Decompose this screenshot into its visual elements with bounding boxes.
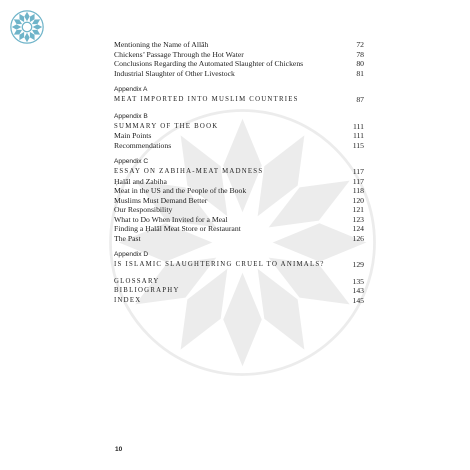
- toc-entry-page: 118: [352, 186, 364, 195]
- appendix-a-heading[interactable]: [114, 95, 364, 105]
- toc-entry-bibliography[interactable]: [114, 286, 364, 296]
- toc-entry-title: Recommendations: [114, 140, 172, 150]
- toc-entry-page: 81: [356, 68, 364, 78]
- toc-entry-title: What to Do When Invited for a Meal: [114, 214, 228, 224]
- toc-entry-title: Muslims Must Demand Better: [114, 195, 208, 205]
- toc-entry-title: MEAT IMPORTED INTO MUSLIM COUNTRIES: [114, 96, 299, 103]
- toc-entry-title: Conclusions Regarding the Automated Slaughter of Chickens: [114, 59, 304, 68]
- toc-entry-page: 115: [352, 140, 364, 150]
- toc-entry-page: 111: [353, 131, 364, 140]
- toc-entry[interactable]: [114, 40, 364, 50]
- appendix-b-heading[interactable]: [114, 122, 364, 132]
- toc-entry-glossary[interactable]: [114, 277, 364, 287]
- toc-entry-index[interactable]: [114, 296, 364, 306]
- toc-entry-title: Meat in the US and the People of the Book: [114, 186, 247, 195]
- toc-entry-page: 117: [352, 167, 364, 176]
- toc-entry-page: 111: [353, 121, 364, 131]
- appendix-c-heading[interactable]: [114, 167, 364, 177]
- toc-entry[interactable]: [114, 234, 364, 244]
- page-number: 10: [115, 446, 123, 453]
- toc-entry-page: 135: [352, 276, 364, 286]
- appendix-c-label: Appendix C: [114, 158, 149, 165]
- toc-entry-page: 120: [352, 195, 364, 205]
- toc-entry[interactable]: [114, 59, 364, 69]
- toc-entry-title: SUMMARY OF THE BOOK: [114, 122, 219, 130]
- toc-entry-title: Industrial Slaughter of Other Livestock: [114, 68, 235, 78]
- toc-entry-page: 78: [356, 49, 364, 59]
- toc-entry-page: 145: [352, 295, 364, 305]
- toc-entry-title: GLOSSARY: [114, 277, 160, 285]
- toc-entry[interactable]: [114, 186, 364, 196]
- toc-entry[interactable]: [114, 50, 364, 60]
- toc-entry-title: INDEX: [114, 296, 142, 304]
- toc-entry[interactable]: [114, 69, 364, 79]
- toc-entry[interactable]: [114, 177, 364, 187]
- toc-entry-page: 121: [352, 205, 364, 214]
- toc-entry[interactable]: [114, 196, 364, 206]
- toc-entry-title: IS ISLAMIC SLAUGHTERING CRUEL TO ANIMALS?: [114, 261, 325, 268]
- toc-entry-page: 129: [352, 260, 364, 269]
- toc-entry-title: Main Points: [114, 131, 152, 140]
- toc-entry[interactable]: [114, 205, 364, 215]
- toc-entry-title: Finding a Ḥalāl Meat Store or Restaurant: [114, 224, 241, 233]
- toc-entry[interactable]: [114, 131, 364, 141]
- table-of-contents: [114, 40, 364, 305]
- toc-entry-title: Chickens’ Passage Through the Hot Water: [114, 49, 244, 59]
- toc-entry-page: 126: [352, 233, 364, 243]
- toc-entry-title: Mentioning the Name of Allāh: [114, 40, 209, 49]
- appendix-b-label: Appendix B: [114, 112, 148, 120]
- toc-entry-title: Our Responsibility: [114, 205, 173, 214]
- toc-entry[interactable]: [114, 224, 364, 234]
- toc-entry-page: 143: [352, 286, 364, 295]
- toc-entry-page: 124: [352, 224, 364, 233]
- appendix-d-heading[interactable]: [114, 260, 364, 270]
- toc-entry-page: 123: [352, 214, 364, 224]
- toc-entry-title: ESSAY ON ZABIHA-MEAT MADNESS: [114, 168, 264, 175]
- toc-entry-title: BIBLIOGRAPHY: [114, 287, 180, 294]
- toc-entry[interactable]: [114, 215, 364, 225]
- toc-entry-page: 117: [352, 176, 364, 186]
- toc-entry-title: The Past: [114, 233, 141, 243]
- star-ornament-logo: [8, 8, 46, 46]
- toc-entry-title: Ḥalāl and Zabiha: [114, 176, 167, 186]
- appendix-d-label: Appendix D: [114, 251, 149, 258]
- toc-entry-page: 80: [356, 59, 364, 68]
- appendix-a-label: Appendix A: [114, 86, 148, 93]
- toc-entry-page: 72: [356, 40, 364, 49]
- toc-entry-page: 87: [356, 95, 364, 104]
- toc-entry[interactable]: [114, 141, 364, 151]
